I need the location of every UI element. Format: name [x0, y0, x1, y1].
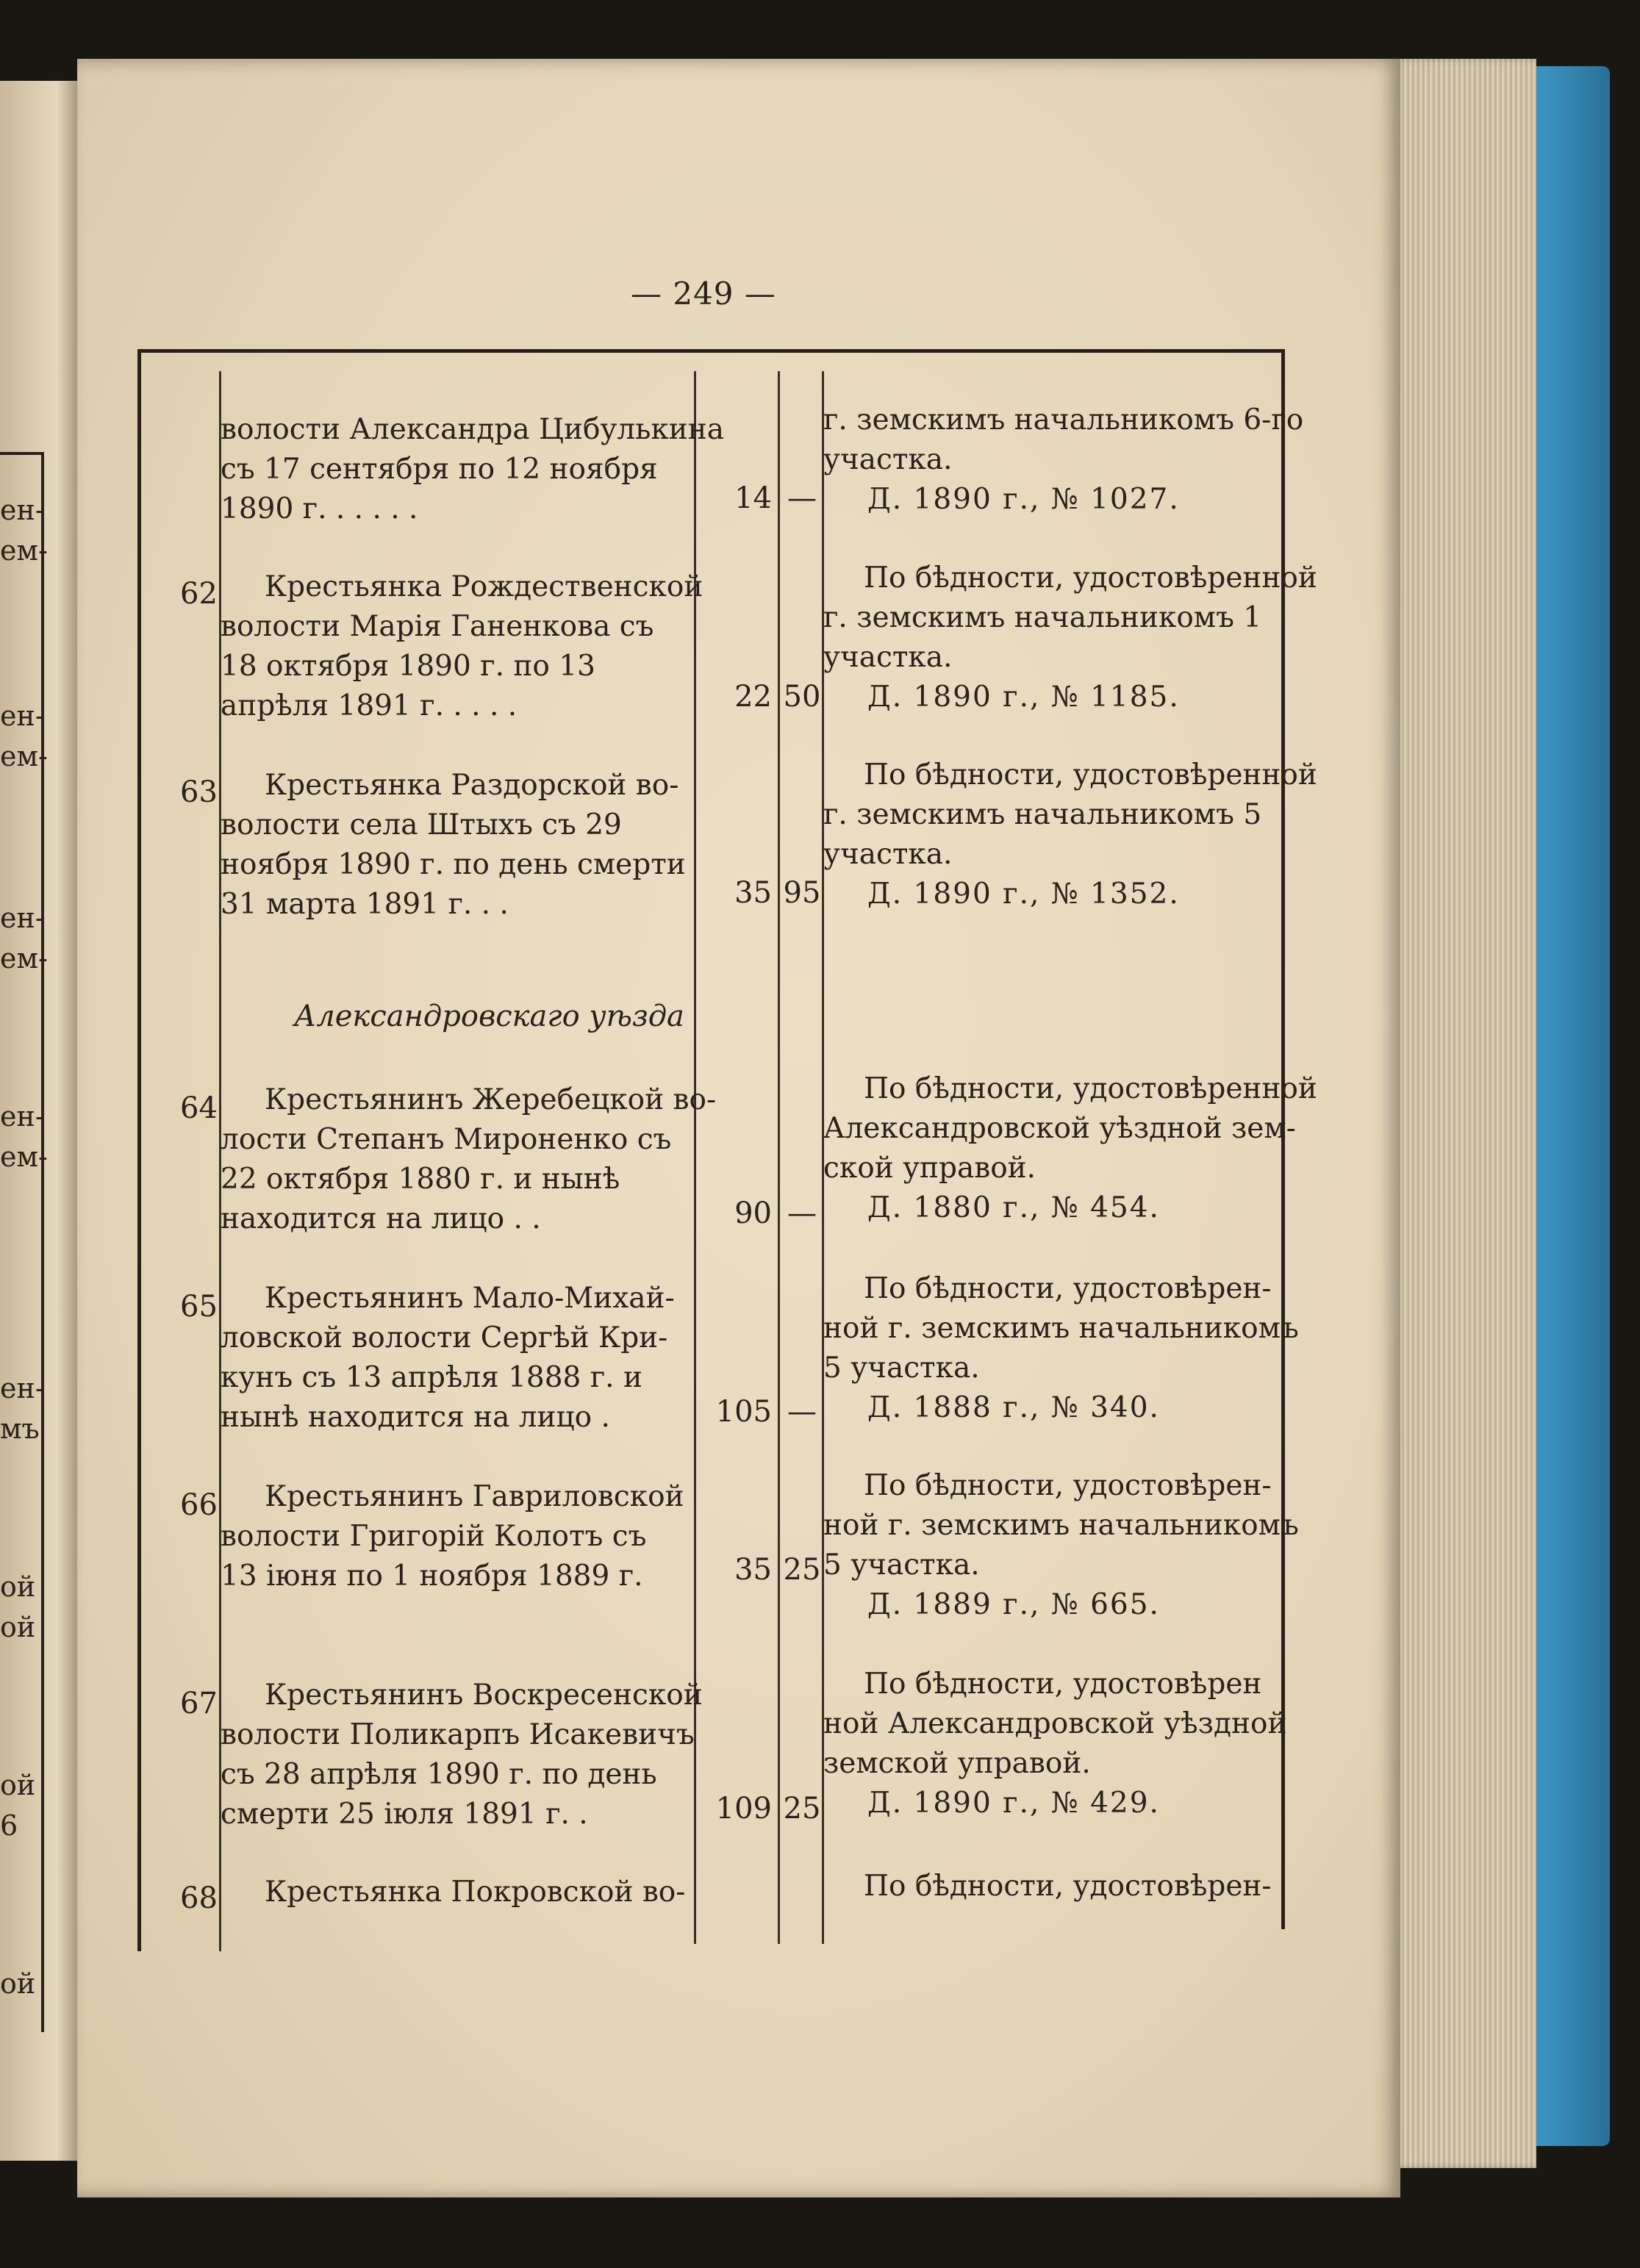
amount-kopecks: — — [787, 481, 817, 515]
reason-line: ной г. земскимъ начальникомъ — [823, 1509, 1299, 1542]
entry-reason — [823, 756, 1317, 914]
description-line: Крестьянка Покровской во- — [265, 1876, 686, 1909]
left-fragment: ен- — [0, 494, 45, 526]
left-fragment: мъ — [0, 1413, 40, 1445]
entry-description — [221, 410, 725, 529]
entry-reason — [823, 1867, 1294, 1906]
description-line: ловской волости Сергѣй Кри- — [221, 1321, 668, 1354]
reason-line: 5 участка. — [823, 1549, 980, 1582]
left-fragment: ен- — [0, 1100, 45, 1133]
left-fragment: ем- — [0, 1141, 48, 1173]
description-line: Крестьянинъ Гавриловской — [265, 1480, 684, 1513]
description-line: волости Марія Ганенкова съ — [221, 610, 654, 643]
amount-rubles: 90 — [734, 1196, 772, 1230]
reason-line: участка. — [823, 641, 953, 674]
description-line: 31 марта 1891 г. . . — [221, 888, 509, 921]
description-line: Крестьянка Раздорской во- — [265, 769, 679, 802]
reason-line: По бѣдности, удостовѣрен- — [864, 1469, 1272, 1502]
entry-reason — [823, 559, 1317, 717]
reason-line: ской управой. — [823, 1152, 1036, 1185]
table-top-rule — [137, 349, 1284, 353]
entry-reason — [823, 401, 1304, 520]
description-line: находится на лицо . . — [221, 1202, 541, 1235]
case-reference: Д. 1890 г., № 1352. — [867, 878, 1180, 911]
description-line: нынѣ находится на лицо . — [221, 1401, 610, 1434]
left-fragment: ем- — [0, 942, 48, 975]
case-reference: Д. 1888 г., № 340. — [867, 1391, 1160, 1424]
reason-line: По бѣдности, удостовѣренной — [864, 561, 1317, 595]
entry-number: 62 — [180, 577, 218, 611]
case-reference: Д. 1889 г., № 665. — [867, 1588, 1160, 1621]
entry-description — [221, 1676, 703, 1834]
left-fragment: ой — [0, 1769, 36, 1801]
description-line: Крестьянинъ Мало-Михай- — [265, 1282, 675, 1315]
amount-rubles: 109 — [715, 1792, 772, 1826]
case-reference: Д. 1890 г., № 1027. — [867, 483, 1180, 516]
left-fragment: ен- — [0, 700, 45, 732]
entry-reason — [823, 1269, 1299, 1428]
description-line: кунъ съ 13 апрѣля 1888 г. и — [221, 1361, 642, 1394]
amount-rubles: 105 — [715, 1395, 772, 1429]
reason-line: 5 участка. — [823, 1352, 980, 1385]
reason-line: По бѣдности, удостовѣрен- — [864, 1870, 1272, 1903]
entry-number: 64 — [180, 1091, 218, 1125]
section-heading: Александровскаго уѣзда — [294, 1000, 684, 1033]
description-line: волости Александра Цибулькина — [221, 413, 725, 446]
reason-line: По бѣдности, удостовѣренной — [864, 1072, 1317, 1105]
left-fragment: 6 — [0, 1809, 18, 1842]
left-fragment: ен- — [0, 902, 45, 934]
amount-kopecks: 25 — [783, 1553, 821, 1587]
entry-reason — [823, 1665, 1294, 1823]
description-line: Крестьянинъ Воскресенской — [265, 1679, 703, 1712]
description-line: волости села Штыхъ съ 29 — [221, 808, 622, 841]
entry-number: 67 — [180, 1687, 218, 1720]
description-line: 13 іюня по 1 ноября 1889 г. — [221, 1560, 643, 1593]
entry-description — [221, 1873, 698, 1912]
description-line: Крестьянинъ Жеребецкой во- — [265, 1083, 717, 1116]
amount-rubles: 22 — [734, 680, 772, 714]
reason-line: участка. — [823, 838, 953, 871]
amount-kopecks: — — [787, 1395, 817, 1429]
table-left-rule — [137, 349, 141, 1951]
reason-line: г. земскимъ начальникомъ 5 — [823, 798, 1262, 831]
left-fragment: ем- — [0, 740, 48, 772]
entry-description — [221, 1279, 698, 1438]
case-reference: Д. 1880 г., № 454. — [867, 1191, 1160, 1224]
description-line: апрѣля 1891 г. . . . . — [221, 689, 518, 722]
entry-number: 68 — [180, 1881, 218, 1915]
reason-line: ной г. земскимъ начальникомъ — [823, 1312, 1299, 1345]
page-number: — 249 — — [631, 276, 776, 312]
description-line: смерти 25 іюля 1891 г. . — [221, 1798, 588, 1831]
description-line: 1890 г. . . . . . — [221, 492, 418, 525]
case-reference: Д. 1890 г., № 1185. — [867, 681, 1180, 714]
amount-kopecks: 25 — [783, 1792, 821, 1826]
description-line: ноября 1890 г. по день смерти — [221, 848, 686, 881]
entry-number: 65 — [180, 1290, 218, 1324]
reason-line: земской управой. — [823, 1747, 1091, 1780]
left-fragment: ой — [0, 1611, 36, 1643]
left-fragment: ем- — [0, 534, 48, 567]
entry-description — [221, 1477, 698, 1596]
description-line: 18 октября 1890 г. по 13 — [221, 650, 595, 683]
description-line: 22 октября 1880 г. и нынѣ — [221, 1163, 620, 1196]
amount-kopecks: 95 — [783, 876, 821, 910]
description-line: съ 28 апрѣля 1890 г. по день — [221, 1758, 657, 1791]
reason-line: г. земскимъ начальникомъ 6-го — [823, 403, 1304, 437]
entry-reason — [823, 1069, 1317, 1228]
amount-rubles: 14 — [734, 481, 772, 515]
description-line: волости Григорій Колотъ съ — [221, 1520, 647, 1553]
reason-line: Александровской уѣздной зем- — [823, 1112, 1296, 1145]
entry-reason — [823, 1466, 1299, 1625]
reason-line: г. земскимъ начальникомъ 1 — [823, 601, 1262, 634]
reason-line: По бѣдности, удостовѣрен- — [864, 1272, 1272, 1305]
case-reference: Д. 1890 г., № 429. — [867, 1787, 1160, 1820]
entry-number: 66 — [180, 1488, 218, 1522]
left-fragment: ой — [0, 1571, 36, 1603]
description-line: волости Поликарпъ Исакевичъ — [221, 1718, 695, 1751]
reason-line: По бѣдности, удостовѣренной — [864, 758, 1317, 792]
reason-line: участка. — [823, 443, 953, 476]
left-fragment: ой — [0, 1967, 36, 2000]
entry-description — [221, 567, 703, 726]
description-line: Крестьянка Рождественской — [265, 570, 703, 603]
amount-rubles: 35 — [734, 876, 772, 910]
entry-description — [221, 1080, 717, 1239]
description-line: лости Степанъ Мироненко съ — [221, 1123, 672, 1156]
reason-line: ной Александровской уѣздной — [823, 1707, 1287, 1740]
amount-kopecks: 50 — [783, 680, 821, 714]
amount-kopecks: — — [787, 1196, 817, 1230]
column-rule — [778, 371, 780, 1944]
reason-line: По бѣдности, удостовѣрен — [864, 1668, 1262, 1701]
entry-number: 63 — [180, 775, 218, 809]
amount-rubles: 35 — [734, 1553, 772, 1587]
left-fragment: ен- — [0, 1372, 45, 1404]
description-line: съ 17 сентября по 12 ноября — [221, 453, 658, 486]
entry-description — [221, 766, 698, 925]
